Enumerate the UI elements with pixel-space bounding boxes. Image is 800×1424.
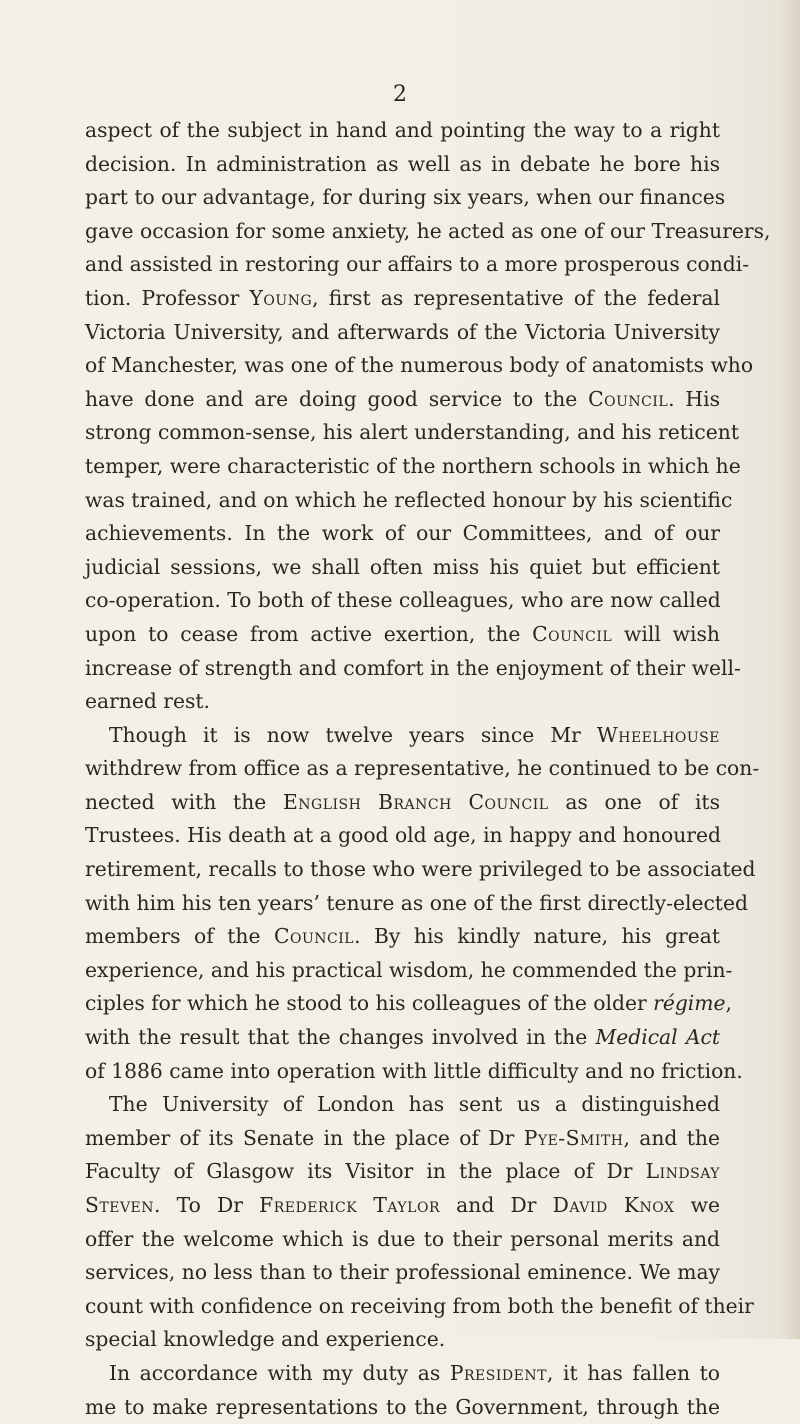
text-line: aspect of the subject in hand and pointing the way to a right <box>85 118 720 142</box>
text-line: upon to cease from active exertion, the Council will wish <box>85 621 720 646</box>
page-edge-shadow <box>782 0 800 1339</box>
text-line: achievements. In the work of our Committees, and of our <box>85 521 720 546</box>
text-line: temper, were characteristic of the northern schools in which he <box>85 453 741 478</box>
text-line: and assisted in restoring our affairs to a more prosperous condi- <box>85 252 750 277</box>
text-line: increase of strength and comfort in the enjoyment of their well- <box>85 655 741 680</box>
text-line: co-operation. To both of these colleagues, who are now called <box>85 588 721 613</box>
text-line: count with confidence on receiving from both the benefit of their <box>85 1293 754 1318</box>
text-line: have done and are doing good service to the Council. His <box>85 386 720 411</box>
text-line: experience, and his practical wisdom, he commended the prin- <box>85 957 733 982</box>
text-line: Trustees. His death at a good old age, in happy and honoured <box>85 823 721 848</box>
text-line: The University of London has sent us a distinguished <box>109 1092 720 1117</box>
text-line: part to our advantage, for during six years, when our finances <box>85 185 726 210</box>
text-line: with the result that the changes involved in the Medical Act <box>85 1025 720 1050</box>
text-line: strong common-sense, his alert understanding, and his reticent <box>85 420 739 445</box>
text-line: of Manchester, was one of the numerous body of anatomists who <box>85 353 754 378</box>
text-line: Victoria University, and afterwards of the Victoria University <box>85 319 720 344</box>
text-line: of 1886 came into operation with little difficulty and no friction. <box>85 1058 743 1083</box>
text-line: services, no less than to their professional eminence. We may <box>85 1260 720 1285</box>
text-line: earned rest. <box>85 689 210 714</box>
page-number: 2 <box>393 82 407 107</box>
text-line: member of its Senate in the place of Dr Pye-Smith, and the <box>85 1125 720 1150</box>
text-line: special knowledge and experience. <box>85 1327 446 1352</box>
text-line: members of the Council. By his kindly nature, his great <box>85 924 720 949</box>
text-line: retirement, recalls to those who were privileged to be associated <box>85 857 756 882</box>
text-line: with him his ten years’ tenure as one of the first directly-elected <box>85 890 748 915</box>
text-line: decision. In administration as well as in debate he bore his <box>85 151 720 176</box>
text-line: Faculty of Glasgow its Visitor in the place of Dr Lindsay <box>85 1159 720 1184</box>
text-line: Though it is now twelve years since Mr Wheelhouse <box>109 722 720 747</box>
text-line: tion. Professor Young, first as representative of the federal <box>85 285 720 310</box>
body-text <box>85 114 771 1424</box>
text-line: me to make representations to the Government, through the <box>85 1394 720 1419</box>
text-line: Steven. To Dr Frederick Taylor and Dr David Knox we <box>85 1193 721 1217</box>
text-line: ciples for which he stood to his colleagues of the older régime, <box>85 991 732 1016</box>
text-line: nected with the English Branch Council as one of its <box>85 789 720 814</box>
text-line: was trained, and on which he reflected honour by his scientific <box>85 487 733 512</box>
text-line: gave occasion for some anxiety, he acted as one of our Treasurers, <box>85 218 771 243</box>
text-line: offer the welcome which is due to their personal merits and <box>85 1226 720 1251</box>
text-line: withdrew from office as a representative, he continued to be con- <box>85 756 760 781</box>
text-line: In accordance with my duty as President, it has fallen to <box>109 1360 720 1385</box>
text-line: judicial sessions, we shall often miss his quiet but efficient <box>85 554 720 579</box>
